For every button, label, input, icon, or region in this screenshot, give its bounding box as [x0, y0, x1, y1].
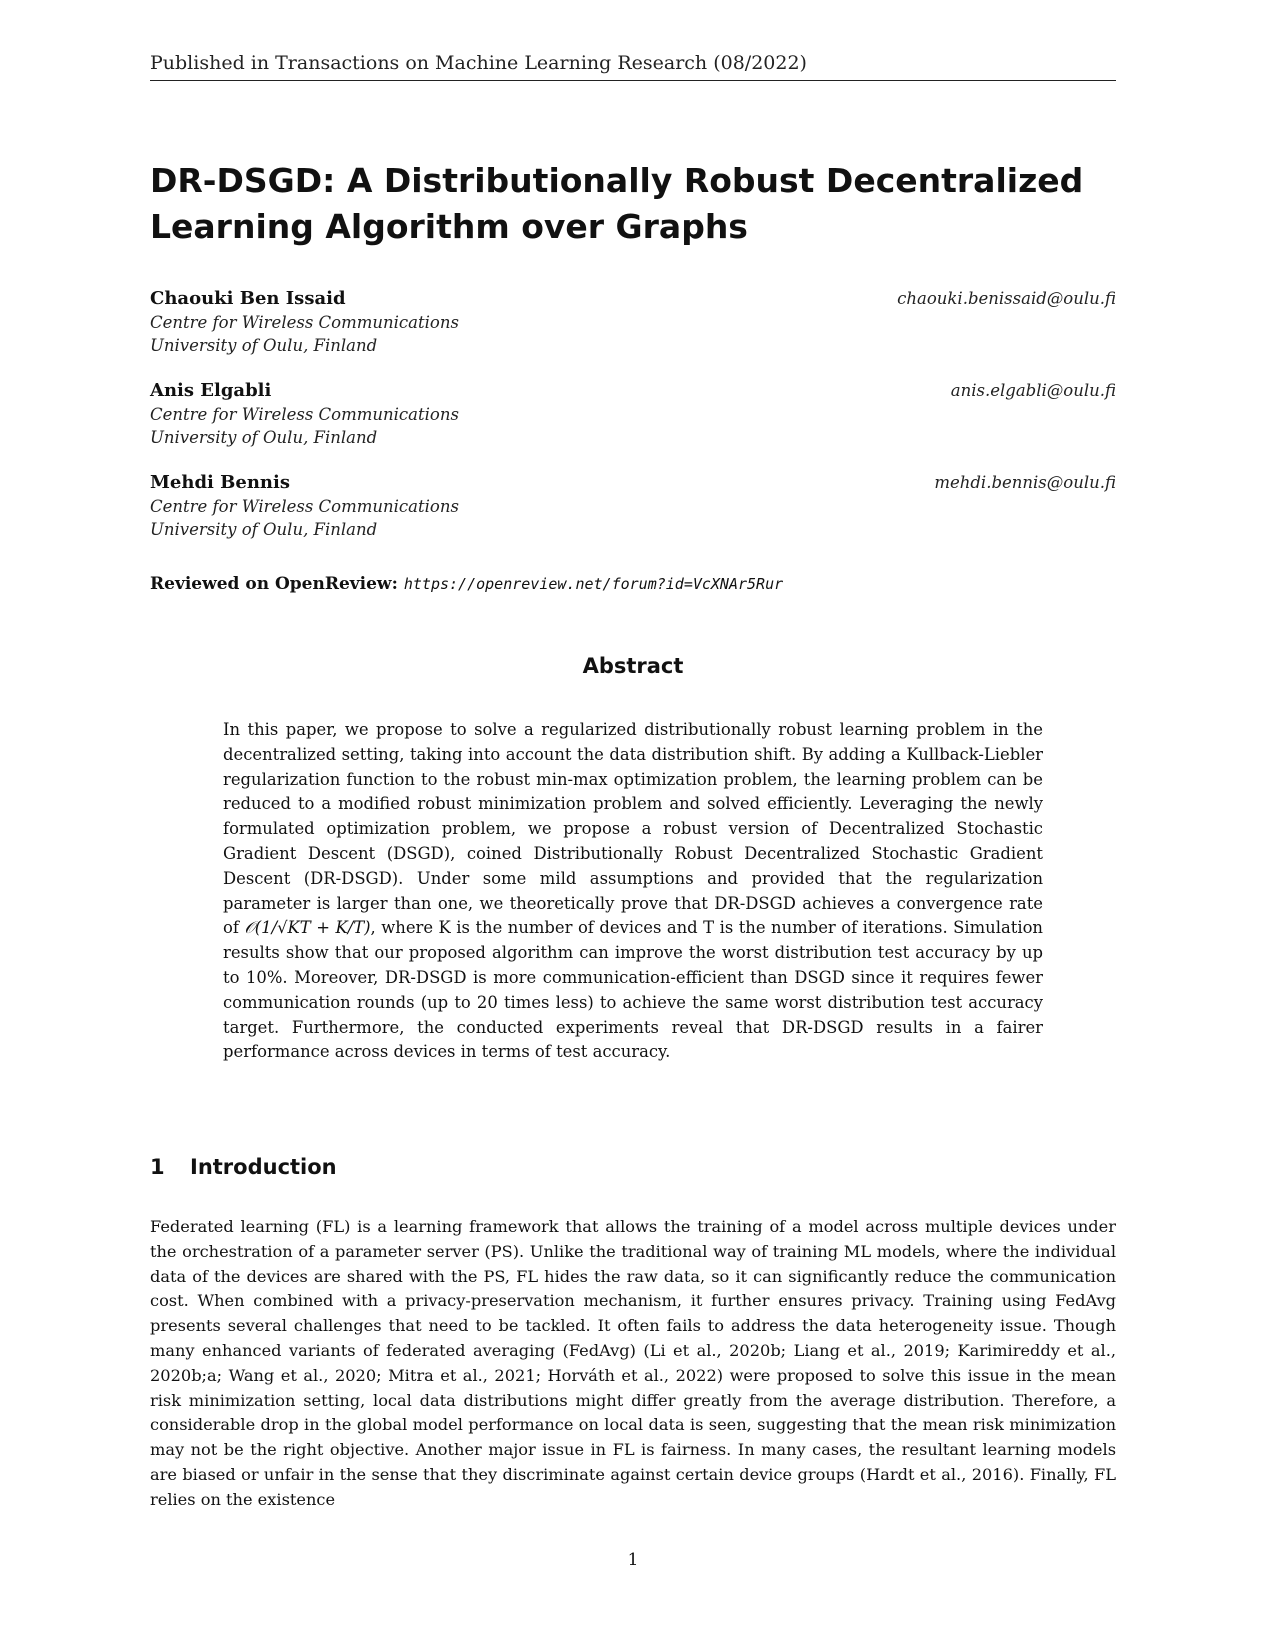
- author-affiliation: University of Oulu, Finland: [150, 336, 378, 355]
- introduction-paragraph: Federated learning (FL) is a learning framework that allows the training of a model across multiple devices under the orchestration of a parameter server (PS). Unlike the traditional way of training ML models, where the individual data of the devices are shared with the PS, FL hides the raw data, so it can significantly reduce the communication cost. When combined with a privacy-preservation mechanism, it further ensures privacy. Training using FedAvg presents several challenges that need to be tackled. It often fails to address the data heterogeneity issue. Though many enhanced variants of federated averaging (FedAvg) (Li et al., 2020b; Liang et al., 2019; Karimireddy et al., 2020b;a; Wang et al., 2020; Mitra et al., 2021; Horváth et al., 2022) were proposed to solve this issue in the mean risk minimization setting, local data distributions might differ greatly from the average distribution. Therefore, a considerable drop in the global model performance on local data is seen, suggesting that the mean risk minimization may not be the right objective. Another major issue in FL is fairness. In many cases, the resultant learning models are biased or unfair in the sense that they discriminate against certain device groups (Hardt et al., 2016). Finally, FL relies on the existence: [150, 1217, 1116, 1509]
- author-block-1: [150, 287, 1116, 357]
- author-affiliation: Centre for Wireless Communications: [150, 313, 459, 332]
- section-number: 1: [150, 1155, 165, 1179]
- author-affiliation: Centre for Wireless Communications: [150, 405, 459, 424]
- author-affiliation: University of Oulu, Finland: [150, 428, 378, 447]
- title-line-1: DR-DSGD: A Distributionally Robust Decentralized: [150, 161, 1084, 200]
- author-name: Anis Elgabli: [150, 380, 272, 401]
- abstract-body: [223, 718, 1043, 1065]
- author-email[interactable]: chaouki.benissaid@oulu.fi: [897, 289, 1116, 308]
- author-email[interactable]: anis.elgabli@oulu.fi: [950, 381, 1116, 400]
- section-title: Introduction: [190, 1155, 337, 1179]
- author-affiliation: University of Oulu, Finland: [150, 520, 378, 539]
- abstract-text-part2: , where K is the number of devices and T is the number of iterations. Simulation results show that our proposed algorithm can improve the worst distribution test accuracy by up to 10%. Moreover, DR-DSGD is more communication-efficient than DSGD since it requires fewer communication rounds (up to 20 times less) to achieve the same worst distribution test accuracy target. Furthermore, the conducted experiments reveal that DR-DSGD results in a fairer performance across devices in terms of test accuracy.: [223, 918, 1043, 1062]
- running-head: Published in Transactions on Machine Learning Research (08/2022): [150, 52, 807, 74]
- author-email[interactable]: mehdi.bennis@oulu.fi: [934, 473, 1116, 492]
- author-name: Chaouki Ben Issaid: [150, 288, 346, 309]
- page-number: 1: [627, 1550, 639, 1570]
- abstract-paragraph: [223, 718, 1043, 1065]
- convergence-rate-formula: 𝒪(1/√KT + K/T): [244, 918, 371, 938]
- reviewed-label: Reviewed on OpenReview:: [150, 574, 398, 594]
- paper-title: [150, 158, 1110, 250]
- introduction-body: [150, 1215, 1116, 1513]
- author-affiliation: Centre for Wireless Communications: [150, 497, 459, 516]
- author-block-3: [150, 471, 1116, 541]
- abstract-text-part1: In this paper, we propose to solve a regularized distributionally robust learning problem in the decentralized setting, taking into account the data distribution shift. By adding a Kullback-Liebler regularization function to the robust min-max optimization problem, the learning problem can be reduced to a modified robust minimization problem and solved efficiently. Leveraging the newly formulated optimization problem, we propose a robust version of Decentralized Stochastic Gradient Descent (DSGD), coined Distributionally Robust Decentralized Stochastic Gradient Descent (DR-DSGD). Under some mild assumptions and provided that the regularization parameter is larger than one, we theoretically prove that DR-DSGD achieves a convergence rate of: [223, 720, 1043, 938]
- openreview-link[interactable]: https://openreview.net/forum?id=VcXNAr5Rur: [403, 575, 784, 593]
- abstract-heading: Abstract: [582, 654, 684, 678]
- author-block-2: [150, 379, 1116, 449]
- author-name: Mehdi Bennis: [150, 472, 290, 493]
- header-rule: [150, 80, 1116, 81]
- title-line-2: Learning Algorithm over Graphs: [150, 207, 748, 246]
- reviewed-line: [150, 574, 783, 594]
- section-heading-introduction: [150, 1155, 337, 1179]
